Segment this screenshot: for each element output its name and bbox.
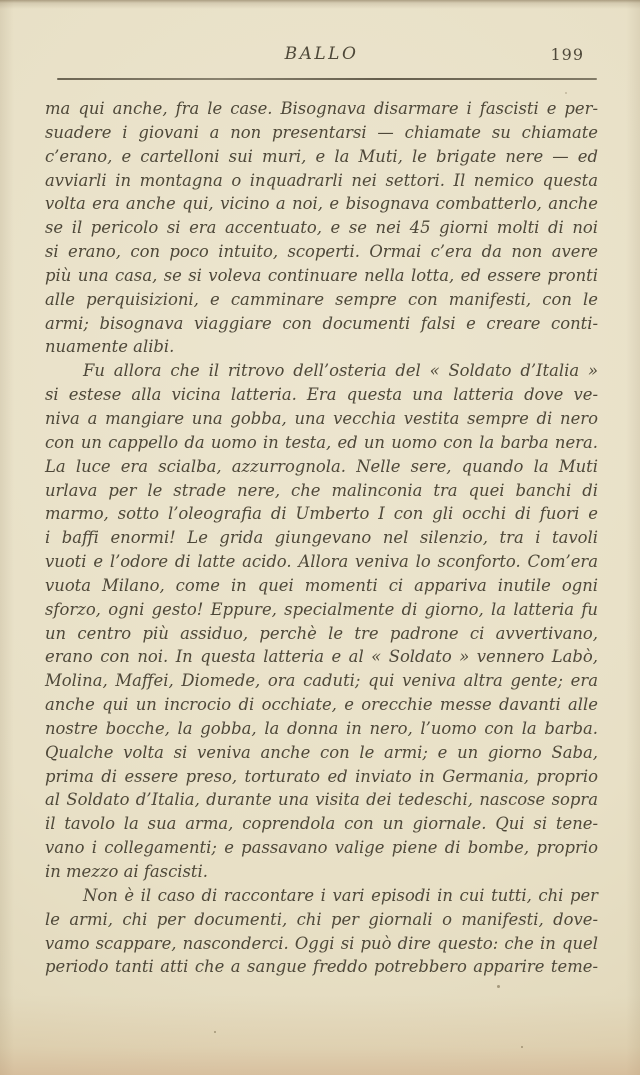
header-rule — [57, 78, 597, 80]
paper-speck — [214, 1031, 216, 1033]
paper-speck — [497, 985, 500, 988]
text-line: vuota Milano, come in quei momenti ci appariva inutile ogni — [45, 575, 598, 595]
text-line: nuamente alibi. — [45, 337, 175, 357]
text-line: urlava per le strade nere, che malinconia tra quei banchi di — [45, 480, 598, 500]
text-line: nostre bocche, la gobba, la donna in nero, l’uomo con la barba. — [45, 718, 598, 738]
text-line: si estese alla vicina latteria. Era questa una latteria dove ve- — [45, 385, 598, 405]
text-line: prima di essere preso, torturato ed inviato in Germania, proprio — [45, 766, 598, 786]
text-line: periodo tanti atti che a sangue freddo potrebbero apparire teme- — [45, 957, 598, 977]
text-line: vano i collegamenti; e passavano valige piene di bombe, proprio — [45, 838, 598, 858]
text-line: sforzo, ogni gesto! Eppure, specialmente di giorno, la latteria fu — [45, 599, 598, 619]
text-line: suadere i giovani a non presentarsi — chiamate su chiamate — [45, 122, 598, 142]
text-line: c’erano, e cartelloni sui muri, e la Muti, le brigate nere — ed — [45, 146, 598, 166]
text-line: Non è il caso di raccontare i vari episodi in cui tutti, chi per — [83, 885, 598, 905]
text-line: Qualche volta si veniva anche con le armi; e un giorno Saba, — [45, 742, 598, 762]
text-line: le armi, chi per documenti, chi per giornali o manifesti, dove- — [45, 909, 598, 929]
text-line: vamo scappare, nasconderci. Oggi si può dire questo: che in quel — [45, 933, 598, 953]
paper-speck — [521, 1046, 523, 1048]
text-line: Fu allora che il ritrovo dell’osteria del « Soldato d’Italia » — [83, 361, 598, 381]
text-line: avviarli in montagna o inquadrarli nei settori. Il nemico questa — [45, 170, 598, 190]
text-line: un centro più assiduo, perchè le tre padrone ci avvertivano, — [45, 623, 598, 643]
text-line: marmo, sotto l’oleografia di Umberto I con gli occhi di fuori e — [45, 504, 598, 524]
text-line: Molina, Maffei, Diomede, ora caduti; qui veniva altra gente; era — [45, 671, 598, 691]
text-line: al Soldato d’Italia, durante una visita dei tedeschi, nascose sopra — [45, 790, 598, 810]
text-line: con un cappello da uomo in testa, ed un uomo con la barba nera. — [45, 432, 598, 452]
text-line: in mezzo ai fascisti. — [45, 862, 208, 881]
page-number: 199 — [550, 45, 584, 64]
running-head — [45, 44, 598, 68]
text-line: alle perquisizioni, e camminare sempre con manifesti, con le — [45, 289, 598, 309]
text-line: La luce era scialba, azzurrognola. Nelle sere, quando la Muti — [45, 456, 598, 476]
text-line: armi; bisognava viaggiare con documenti falsi e creare conti- — [45, 313, 598, 333]
text-line: si erano, con poco intuito, scoperti. Ormai c’era da non avere — [45, 242, 598, 262]
text-line: erano con noi. In questa latteria e al « Soldato » vennero Labò, — [45, 647, 598, 667]
text-line: niva a mangiare una gobba, una vecchia vestita sempre di nero — [45, 408, 598, 428]
text-line: anche qui un incrocio di occhiate, e orecchie messe davanti alle — [45, 695, 598, 715]
text-line: se il pericolo si era accentuato, e se nei 45 giorni molti di noi — [45, 218, 598, 238]
text-line: più una casa, se si voleva continuare nella lotta, ed essere pronti — [45, 265, 598, 285]
paper-speck — [565, 92, 567, 94]
body-text — [45, 97, 598, 979]
text-line: i baffi enormi! Le grida giungevano nel silenzio, tra i tavoli — [45, 528, 598, 548]
text-line: vuoti e l’odore di latte acido. Allora veniva lo sconforto. Com’era — [45, 552, 598, 572]
text-line: ma qui anche, fra le case. Bisognava disarmare i fascisti e per- — [45, 99, 598, 118]
text-line: il tavolo la sua arma, coprendola con un giornale. Qui si tene- — [45, 814, 598, 834]
page-title: BALLO — [284, 44, 359, 64]
text-line: volta era anche qui, vicino a noi, e bisognava combatterlo, anche — [45, 194, 598, 214]
